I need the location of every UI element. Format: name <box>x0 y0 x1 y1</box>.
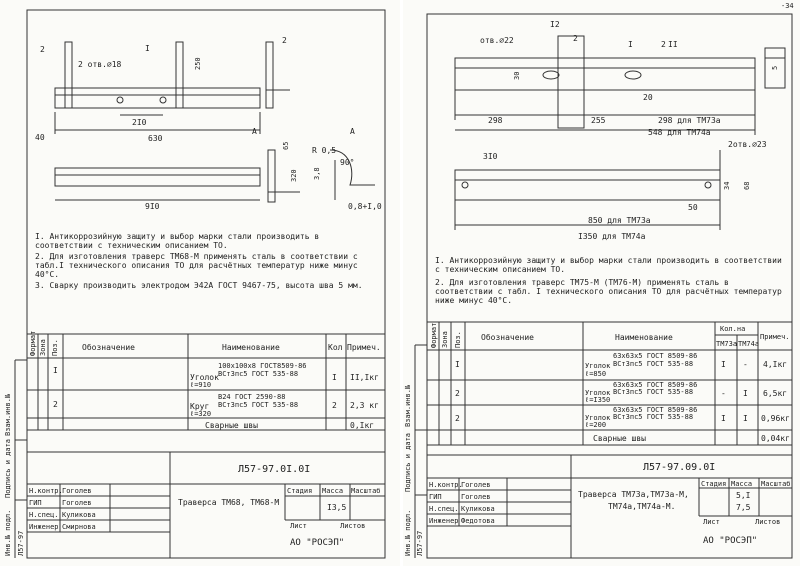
role-nkontr: Н.контр. <box>429 481 463 489</box>
col-qty-header: Кол <box>328 343 343 352</box>
person-name: Гоголев <box>62 499 92 507</box>
col-designation-header: Обозначение <box>82 343 135 352</box>
doc-code: Л57-97.09.0I <box>643 462 716 473</box>
person-name: Гоголев <box>62 487 92 495</box>
label-part1: I <box>145 44 150 53</box>
side-label-sign: Подпись и дата <box>404 432 412 492</box>
role-nspec: Н.спец. <box>29 511 59 519</box>
person-name: Смирнова <box>62 523 96 531</box>
person-name: Куликова <box>461 505 495 513</box>
col-pos-header: Поз. <box>51 339 59 356</box>
label-radius: R 0,5 <box>312 146 337 155</box>
table-row-length: ℓ=200 <box>585 421 607 429</box>
role-gip: ГИП <box>29 499 42 507</box>
label-sectionA1: A <box>252 127 257 136</box>
table-row-qtyA: I <box>721 360 726 369</box>
note-2: 2. Для изготовления траверс ТМ75-М (ТМ76-М) применять сталь в соответствии с табл. I технического описания ТО для расчётных температур ниже минус 40°С. <box>435 278 782 305</box>
label-d50: 50 <box>688 203 698 212</box>
person-name: Гоголев <box>461 493 491 501</box>
label-sectionA2: A <box>350 127 355 136</box>
label-p2b: 2 <box>661 40 666 49</box>
sheets-label: Листов <box>340 522 366 530</box>
col-designation-header: Обозначение <box>481 333 534 342</box>
table-row-length: ℓ=850 <box>585 370 607 378</box>
table-row-material: ВСт3пс5 ГОСТ 535-88 <box>613 413 694 421</box>
stage-label: Стадия <box>287 487 313 495</box>
table-row-name: Уголок <box>190 373 219 382</box>
stage-label: Стадия <box>701 480 727 488</box>
table-row-qty: 2 <box>332 401 337 410</box>
table-row-note: 2,3 кг <box>350 401 379 410</box>
role-nkontr: Н.контр. <box>29 487 63 495</box>
table-row-qtyB: I <box>743 414 748 423</box>
label-d1350: I350 для ТМ74а <box>578 232 646 241</box>
side-stamp: Л57-97 <box>416 530 424 556</box>
note-1: I. Антикоррозийную защиту и выбор марки стали производить в соответствии с техническим описанием ТО. <box>435 256 782 274</box>
drawing-title-line1: Траверса ТМ73а,ТМ73а-М, <box>578 490 689 499</box>
table-row-note: 0,Iкг <box>350 421 375 430</box>
label-d90: 90° <box>340 158 355 167</box>
table-row-name: Круг <box>190 402 210 411</box>
table-row-length: ℓ=320 <box>190 410 212 418</box>
table-row-name: Уголок <box>585 389 611 397</box>
person-name: Федотова <box>461 517 495 525</box>
label-part2: 2 <box>40 45 45 54</box>
table-row-note: 4,Iкг <box>763 360 788 369</box>
drawing-title: Траверса ТМ68, ТМ68-М <box>178 498 280 507</box>
person-name: Гоголев <box>461 481 491 489</box>
role-gip: ГИП <box>429 493 442 501</box>
table-row-pos: I <box>455 360 460 369</box>
table-row-spec: 63х63х5 ГОСТ 8509-86 <box>613 352 698 360</box>
table-row-qtyB: - <box>743 360 748 369</box>
table-row-name: Уголок <box>585 362 611 370</box>
side-label-replace: Взам.инв.№ <box>404 384 412 427</box>
label-d630: 630 <box>148 134 163 143</box>
label-pII: II <box>668 40 678 49</box>
label-d298b: 298 для ТМ73а <box>658 116 721 125</box>
doc-code: Л57-97.0I.0I <box>238 464 311 475</box>
corner-mark: -34 <box>781 2 794 10</box>
table-row-qtyA: - <box>721 389 726 398</box>
scale-label: Масштаб <box>761 480 791 488</box>
col-note-header: Примеч. <box>347 343 381 352</box>
table-row-spec: В24 ГОСТ 2590-88 <box>218 393 286 401</box>
label-part2b: 2 <box>282 36 287 45</box>
label-d30: 30 <box>513 71 521 80</box>
label-d34: 34 <box>723 181 731 190</box>
table-row-length: ℓ=I350 <box>585 396 611 404</box>
table-row-pos: 2 <box>455 414 460 423</box>
table-row-spec: 63х63х5 ГОСТ 8509-86 <box>613 381 698 389</box>
label-d5: 5 <box>771 65 779 70</box>
sheets-label: Листов <box>755 518 781 526</box>
label-holes23: 2отв.⌀23 <box>728 140 767 149</box>
table-row-pos: 2 <box>53 400 58 409</box>
table-row-qty: I <box>332 373 337 382</box>
table-row-material: ВСт3пс5 ГОСТ 535-88 <box>613 360 694 368</box>
table-row-name: Сварные швы <box>593 434 646 443</box>
label-d310: 3I0 <box>483 152 498 161</box>
label-d850: 850 для ТМ73а <box>588 216 651 225</box>
note-1: I. Антикоррозийную защиту и выбор марки стали производить в соответствии с техническим описанием ТО. <box>35 232 320 250</box>
table-row-note: 0,04кг <box>761 434 790 443</box>
table-row-note: II,Iкг <box>350 373 379 382</box>
label-p12: I2 <box>550 20 560 29</box>
col-name-header: Наименование <box>222 343 280 352</box>
table-row-material: ВСт3пс5 ГОСТ 535-88 <box>218 401 299 409</box>
table-row-name: Сварные швы <box>205 421 258 430</box>
label-d38: 3,8 <box>313 167 321 180</box>
sheet-label: Лист <box>290 522 307 530</box>
mass-value-1: 5,I <box>736 491 751 500</box>
table-row-qtyA: I <box>721 414 726 423</box>
label-d298: 298 <box>488 116 503 125</box>
right-drawing-sheet <box>403 0 800 566</box>
table-row-spec: 63х63х5 ГОСТ 8509-86 <box>613 406 698 414</box>
col-qty-header: Кол.на <box>720 325 746 333</box>
label-d910: 9I0 <box>145 202 160 211</box>
col-qtyB-header: ТМ74а <box>738 340 760 348</box>
sheet-label: Лист <box>703 518 720 526</box>
col-zone-header: Зона <box>441 331 449 348</box>
mass-label: Масса <box>322 487 344 495</box>
side-stamp: Л57-97 <box>17 530 25 556</box>
col-zone-header: Зона <box>39 339 47 356</box>
table-row-note: 6,5кг <box>763 389 788 398</box>
label-holes: 2 отв.⌀18 <box>78 60 122 69</box>
table-row-material: ВСт3пс5 ГОСТ 535-88 <box>613 388 694 396</box>
table-row-note: 0,96кг <box>761 414 790 423</box>
label-h250: 250 <box>194 57 202 70</box>
label-d40: 40 <box>35 133 45 142</box>
side-label-inv: Инв.№ подл. <box>404 509 412 556</box>
label-d210: 2I0 <box>132 118 147 127</box>
table-row-material: ВСт3пс5 ГОСТ 535-88 <box>218 370 299 378</box>
note-3: 3. Сварку производить электродом Э42А ГОСТ 9467-75, высота шва 5 мм. <box>35 281 363 290</box>
label-d320: 320 <box>290 169 298 182</box>
organization: АО "РОСЭП" <box>290 538 345 548</box>
role-engineer: Инженер <box>29 523 59 531</box>
role-nspec: Н.спец. <box>429 505 459 513</box>
organization: АО "РОСЭП" <box>703 536 758 546</box>
label-d20: 20 <box>643 93 653 102</box>
col-qtyA-header: ТМ73а <box>716 340 738 348</box>
side-label-sign: Подпись и дата <box>4 438 12 498</box>
table-row-qtyB: I <box>743 389 748 398</box>
table-row-length: ℓ=910 <box>190 381 212 389</box>
label-d65: 65 <box>282 141 290 150</box>
mass-value-2: 7,5 <box>736 503 751 512</box>
table-row-pos: I <box>53 366 58 375</box>
person-name: Куликова <box>62 511 96 519</box>
mass-value: I3,5 <box>327 503 347 512</box>
col-name-header: Наименование <box>615 333 673 342</box>
table-row-spec: 100х100х8 ГОСТ8509-86 <box>218 362 307 370</box>
label-thickness: 0,8+I,0 <box>348 202 382 211</box>
side-label-replace: Взам.инв.№ <box>4 393 12 436</box>
label-p2: 2 <box>573 34 578 43</box>
col-pos-header: Поз. <box>454 331 462 348</box>
label-holes22: отв.⌀22 <box>480 36 514 45</box>
scale-label: Масштаб <box>351 487 381 495</box>
col-format-header: Формат <box>430 322 438 348</box>
col-note-header: Примеч. <box>760 333 790 341</box>
label-d68: 68 <box>743 181 751 190</box>
label-p1: I <box>628 40 633 49</box>
drawing-title-line2: ТМ74а,ТМ74а-М. <box>608 502 676 511</box>
role-engineer: Инженер <box>429 517 459 525</box>
label-d548: 548 для ТМ74а <box>648 128 711 137</box>
col-format-header: Формат <box>29 330 37 356</box>
table-row-name: Уголок <box>585 414 611 422</box>
side-label-inv: Инв.№ подл. <box>4 509 12 556</box>
note-2: 2. Для изготовления траверс ТМ68-М применять сталь в соответствии с табл.I технического описания ТО для расчётных температур ниже минус 40°С. <box>35 252 358 279</box>
label-d255: 255 <box>591 116 606 125</box>
mass-label: Масса <box>731 480 753 488</box>
table-row-pos: 2 <box>455 389 460 398</box>
